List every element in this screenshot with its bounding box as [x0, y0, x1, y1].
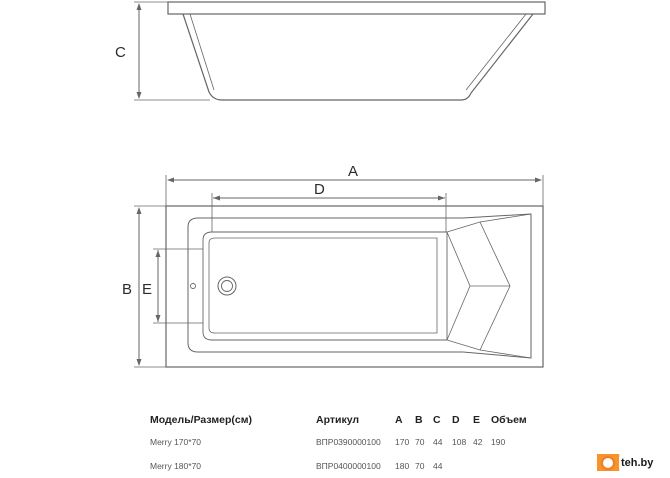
dimension-c-arrow-top — [137, 3, 142, 10]
dimension-d-arrow-left — [213, 196, 220, 201]
brand-logo-icon — [601, 456, 615, 470]
dimension-label-d: D — [314, 181, 325, 198]
header-a: A — [395, 414, 403, 426]
tub-basin-inner — [203, 232, 447, 340]
spec-table — [150, 410, 531, 478]
tub-rim — [168, 2, 545, 14]
dimension-label-b: B — [122, 281, 133, 298]
tub-backrest-slope — [447, 214, 531, 358]
cell-b: 70 — [415, 437, 425, 447]
dimension-c-arrow-bottom — [137, 92, 142, 99]
cell-volume: 190 — [491, 437, 506, 447]
tub-body-inner-outline-right — [466, 14, 526, 90]
overflow-hole — [191, 284, 196, 289]
tub-floor — [209, 238, 437, 333]
cell-a: 180 — [395, 461, 410, 471]
cell-d — [452, 454, 473, 478]
dimension-a-arrow-right — [535, 178, 542, 183]
cell-e — [473, 454, 491, 478]
tub-body-inner-outline — [190, 14, 214, 90]
cell-model: Merry 180*70 — [150, 461, 202, 471]
cell-model: Merry 170*70 — [150, 437, 202, 447]
dimension-e-arrow-bottom — [156, 315, 161, 322]
spec-table-header-row — [150, 410, 531, 430]
header-b: B — [415, 414, 423, 426]
header-model: Модель/Размер(см) — [150, 414, 252, 426]
dimension-e-arrow-top — [156, 250, 161, 257]
cell-b: 70 — [415, 461, 425, 471]
side-view — [134, 2, 545, 100]
cell-article: ВПР0390000100 — [316, 437, 381, 447]
header-article: Артикул — [316, 414, 360, 426]
tub-outer-rim — [166, 206, 543, 367]
cell-c: 44 — [433, 437, 443, 447]
drain-outer — [218, 277, 236, 295]
tub-body-outline — [183, 14, 533, 100]
site-watermark — [597, 454, 670, 471]
table-row — [150, 430, 531, 454]
watermark-text: teh.by — [621, 456, 654, 469]
header-c: C — [433, 414, 441, 426]
dimension-label-c: C — [115, 44, 126, 61]
table-row — [150, 454, 531, 478]
cell-volume — [491, 454, 531, 478]
dimension-label-a: A — [348, 163, 359, 180]
header-d: D — [452, 414, 460, 426]
dimension-label-e: E — [142, 281, 153, 298]
cell-a: 170 — [395, 437, 410, 447]
dimension-b-arrow-bottom — [137, 359, 142, 366]
cell-article: ВПР0400000100 — [316, 461, 381, 471]
dimension-b-arrow-top — [137, 207, 142, 214]
top-view — [134, 175, 543, 367]
header-volume: Объем — [491, 414, 527, 426]
dimension-d-arrow-right — [438, 196, 445, 201]
cell-d: 108 — [452, 437, 467, 447]
dimension-a-arrow-left — [167, 178, 174, 183]
cell-c: 44 — [433, 461, 443, 471]
cell-e: 42 — [473, 437, 483, 447]
header-e: E — [473, 414, 481, 426]
drain-inner — [222, 281, 233, 292]
